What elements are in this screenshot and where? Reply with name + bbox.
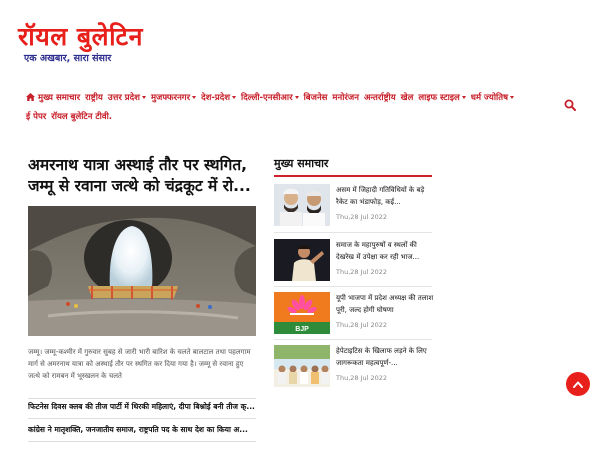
- nav-label: अन्तर्राष्ट्रीय: [363, 92, 396, 103]
- nav-label: लाइफ स्टाइल: [418, 92, 460, 103]
- news-headline: हेपेटाइटिस के खिलाफ लड़ने के लिए जागरूकता महत्वपूर्ण-...: [336, 347, 427, 367]
- home-icon: [26, 93, 35, 101]
- nav-label: बिजनेस: [303, 92, 328, 103]
- scroll-to-top-button[interactable]: [566, 372, 590, 396]
- nav-label: मनोरंजन: [332, 92, 359, 103]
- nav-row-primary: [26, 90, 566, 104]
- chevron-down-icon: [510, 96, 514, 99]
- story-link[interactable]: फिटनेस दिवस क्लब की तीज पार्टी में थिरकी महिलाएं, दीपा बिश्नोई बनी तीज क्...: [28, 402, 255, 411]
- nav-item-delhi-ncr[interactable]: [241, 92, 299, 103]
- site-logo[interactable]: [18, 24, 143, 64]
- nav-item-royal-bulletin-tv[interactable]: [51, 111, 112, 122]
- sidebar-news-item[interactable]: [274, 345, 434, 389]
- nav-item-business[interactable]: [304, 92, 328, 103]
- nav-item-desh-pradesh[interactable]: [201, 92, 236, 103]
- nav-item-main-news[interactable]: [26, 92, 80, 103]
- sidebar-heading: मुख्य समाचार: [274, 157, 329, 170]
- divider: [274, 232, 432, 233]
- news-thumbnail: [274, 239, 330, 281]
- sidebar-news-item[interactable]: [274, 184, 434, 228]
- nav-item-uttar-pradesh[interactable]: [108, 92, 146, 103]
- nav-item-religion-astrology[interactable]: [471, 92, 514, 103]
- nav-label: उत्तर प्रदेश: [107, 92, 140, 103]
- lead-story-title[interactable]: अमरनाथ यात्रा अस्थाई तौर पर स्थगित, जम्मू से रवाना जत्थे को चंद्रकूट में रो...: [28, 156, 251, 195]
- chevron-down-icon: [232, 96, 236, 99]
- search-icon[interactable]: [564, 99, 576, 111]
- nav-item-epaper[interactable]: [26, 111, 46, 122]
- chevron-up-icon: [573, 380, 583, 388]
- nav-label: ई पेपर: [26, 111, 47, 122]
- divider: [274, 286, 432, 287]
- bjp-thumb-text: BJP: [295, 326, 309, 333]
- sidebar-heading-underline: [274, 175, 432, 177]
- news-headline: असम में जिहादी गतिविधियों के बड़े रैकेट का भंडाफोड़, कई...: [336, 186, 425, 206]
- news-date: Thu,28 Jul 2022: [336, 213, 388, 221]
- logo-title: रॉयल बुलेटिन: [18, 22, 144, 51]
- nav-item-lifestyle[interactable]: [418, 92, 465, 103]
- logo-tagline: एक अखबार, सारा संसार: [24, 53, 112, 64]
- story-link[interactable]: कांग्रेस ने मातृशक्ति, जनजातीय समाज, राष्ट्रपति पद के साथ देश का किया अ...: [28, 425, 248, 434]
- nav-label: मुख्य समाचार: [38, 92, 81, 103]
- nav-item-international[interactable]: [364, 92, 396, 103]
- news-date: Thu,28 Jul 2022: [336, 321, 388, 329]
- chevron-down-icon: [142, 96, 146, 99]
- news-thumbnail: [274, 345, 330, 387]
- lead-story-image[interactable]: [28, 206, 256, 336]
- divider: [28, 398, 256, 399]
- nav-label: रॉयल बुलेटिन टीवी.: [51, 111, 113, 122]
- chevron-down-icon: [295, 96, 299, 99]
- nav-label: देश-प्रदेश: [201, 92, 231, 103]
- nav-item-sports[interactable]: [401, 92, 414, 103]
- nav-label: धर्म ज्योतिष: [470, 92, 509, 103]
- divider: [28, 441, 256, 442]
- news-date: Thu,28 Jul 2022: [336, 374, 388, 382]
- nav-item-muzaffarnagar[interactable]: [151, 92, 196, 103]
- main-nav: [26, 90, 566, 123]
- sidebar-news-item[interactable]: [274, 292, 434, 336]
- sidebar-news-item[interactable]: [274, 239, 434, 283]
- nav-label: राष्ट्रीय: [85, 92, 103, 103]
- nav-label: दिल्ली-एनसीआर: [241, 92, 293, 103]
- amarnath-cave-image: [28, 206, 256, 336]
- nav-item-national[interactable]: [85, 92, 103, 103]
- nav-row-secondary: [26, 109, 566, 123]
- news-headline: समाज के महापुरुषों व स्थलों की देखरेख में उपेक्षा कर रही भाज...: [336, 241, 420, 261]
- news-thumbnail: [274, 184, 330, 226]
- news-headline: यूपी भाजपा में प्रदेश अध्यक्ष की तलाश पूरी, जल्द होगी घोषणा: [336, 294, 434, 314]
- news-date: Thu,28 Jul 2022: [336, 268, 388, 276]
- divider: [274, 339, 432, 340]
- nav-label: मुजफ्फरनगर: [150, 92, 191, 103]
- news-thumbnail: [274, 292, 330, 334]
- divider: [28, 418, 256, 419]
- chevron-down-icon: [462, 96, 466, 99]
- lead-story-summary: जम्मू। जम्मू-कश्मीर में गुरुवार सुबह से जारी भारी बारिश के चलते बालटाल तथा पहलगाम मार्ग से अमरनाथ यात्रा को अस्थाई तौर पर स्थगित कर दिया गया है। जम्मू से रवाना हुए जत्थे को रामबन में भूस्खलन के चलते: [28, 348, 251, 380]
- nav-item-entertainment[interactable]: [332, 92, 359, 103]
- nav-label: खेल: [400, 92, 414, 103]
- chevron-down-icon: [192, 96, 196, 99]
